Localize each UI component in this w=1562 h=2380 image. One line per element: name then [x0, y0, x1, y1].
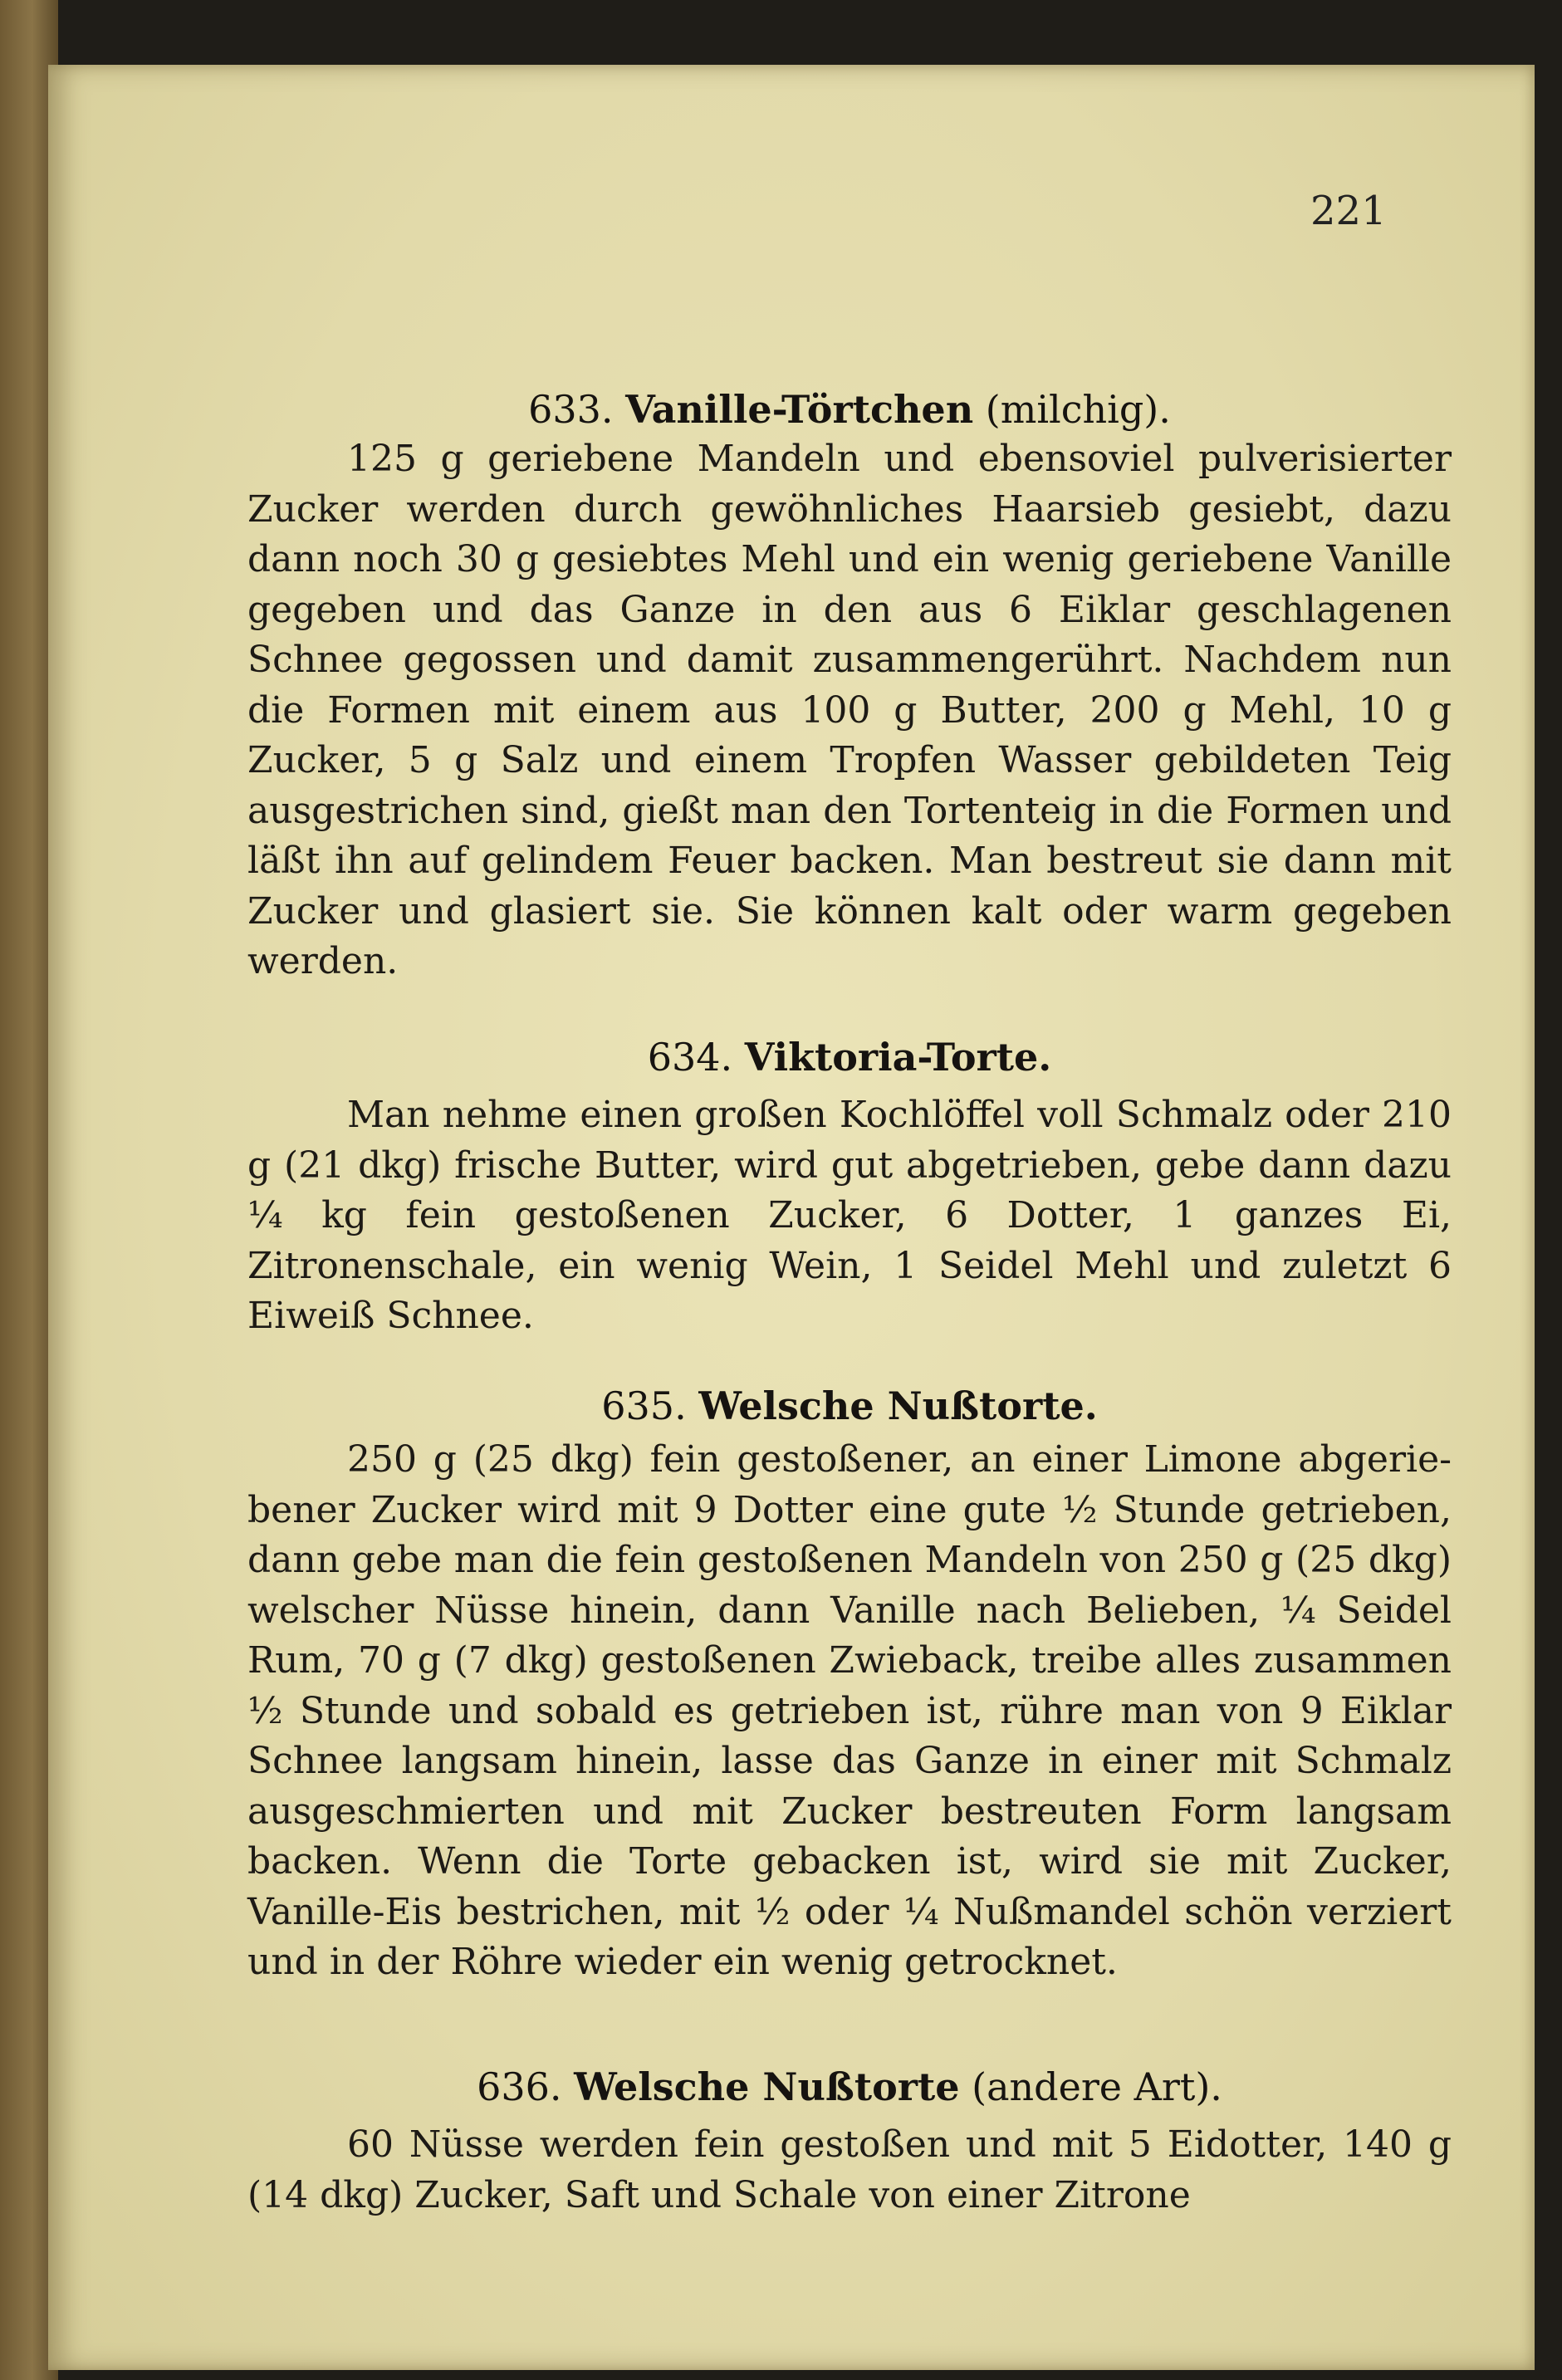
recipe-636-text: 60 Nüsse werden fein gestoßen und mit 5 Eidotter, 140 g (14 dkg) Zucker, Saft und Schale von einer Zitrone	[247, 2123, 1452, 2216]
recipe-title: Vanille-Törtchen	[625, 387, 974, 432]
recipe-title-suffix: (andere Art).	[972, 2064, 1222, 2109]
recipe-635-heading	[247, 1381, 1452, 1431]
recipe-title: Viktoria-Torte.	[744, 1035, 1052, 1080]
recipe-633-text: 125 g geriebene Mandeln und ebensoviel pulverisierter Zucker werden durch gewöhnliches Haarsieb gesiebt, dazu dann noch 30 g gesiebtes Mehl und ein wenig geriebene Vanille gegeben und das Ganze in den aus 6 Eiklar geschlagenen Schnee gegossen und damit zusammengerührt. Nachdem nun die Formen mit einem aus 100 g Butter, 200 g Mehl, 10 g Zucker, 5 g Salz und einem Tropfen Wasser gebildeten Teig ausgestrichen sind, gießt man den Tortenteig in die Formen und läßt ihn auf gelindem Feuer backen. Man bestreut sie dann mit Zucker und glasiert sie. Sie können kalt oder warm gegeben werden.	[247, 438, 1452, 982]
recipe-634-text: Man nehme einen großen Kochlöffel voll Schmalz oder 210 g (21 dkg) frische Butter, wird gut abgetrieben, gebe dann dazu ¼ kg fein gestoßenen Zucker, 6 Dotter, 1 ganzes Ei, Zitronenschale, ein wenig Wein, 1 Seidel Mehl und zuletzt 6 Eiweiß Schnee.	[247, 1094, 1452, 1337]
book-page	[48, 65, 1535, 2370]
recipe-633-heading	[247, 384, 1452, 434]
recipe-title: Welsche Nußtorte.	[698, 1383, 1098, 1428]
recipe-title-suffix: (milchig).	[985, 387, 1171, 432]
recipe-number: 634.	[647, 1035, 733, 1080]
recipe-635-text: 250 g (25 dkg) fein gestoßener, an einer Limone abgeriebener Zucker wird mit 9 Dotter eine gute ½ Stunde getrieben, dann gebe man die fein gestoßenen Mandeln von 250 g (25 dkg) welscher Nüsse hinein, dann Vanille nach Belieben, ¼ Seidel Rum, 70 g (7 dkg) gestoßenen Zwieback, treibe alles zusammen ½ Stunde und sobald es getrieben ist, rühre man von 9 Eiklar Schnee langsam hinein, lasse das Ganze in einer mit Schmalz ausgeschmierten und mit Zucker bestreuten Form langsam backen. Wenn die Torte gebacken ist, wird sie mit Zucker, Vanille-Eis bestrichen, mit ½ oder ¼ Nußmandel schön verziert und in der Röhre wieder ein wenig getrocknet.	[247, 1438, 1452, 1983]
page-number: 221	[1310, 188, 1387, 234]
recipe-title: Welsche Nußtorte	[574, 2064, 960, 2109]
recipe-636-heading	[247, 2062, 1452, 2112]
recipe-number: 633.	[528, 387, 614, 432]
recipe-number: 636.	[477, 2064, 562, 2109]
recipe-number: 635.	[601, 1383, 687, 1428]
recipe-634-heading	[247, 1032, 1452, 1082]
